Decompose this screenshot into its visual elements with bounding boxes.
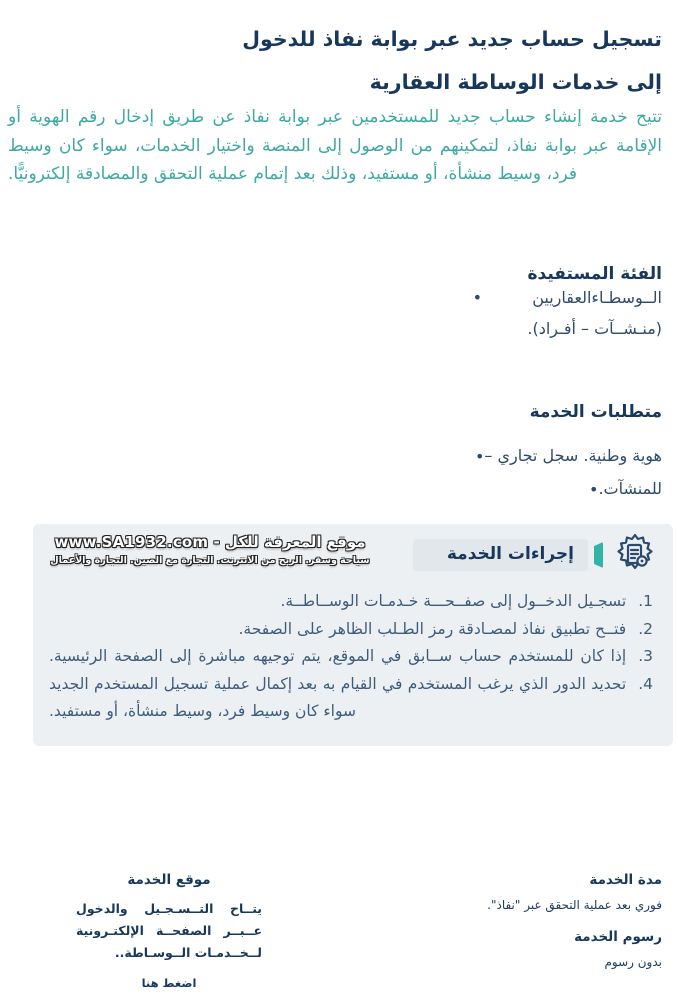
procedure-step — [49, 643, 653, 671]
bullet-icon: • — [474, 447, 485, 466]
procedures-heading: إجراءات الخدمة — [413, 539, 588, 571]
watermark-stamp — [45, 531, 375, 569]
page-title: تسجيل حساب جديد عبر بوابة نفاذ للدخول إلى خدمات الوساطة العقارية — [242, 26, 662, 94]
procedures-panel — [33, 524, 673, 746]
beneficiary-list — [372, 282, 662, 346]
step-text: تسجـيل الدخــول إلى صفــحـــة خـدمـات الوســاطــة. — [280, 592, 627, 610]
procedures-header — [413, 526, 661, 584]
list-item — [332, 474, 662, 505]
duration-text: فوري بعد عملية التحقق عبر "نفاذ". — [487, 898, 662, 912]
requirements-list — [332, 441, 662, 507]
bullet-icon: • — [589, 480, 599, 499]
watermark-line1: موقع المعرفة للكل - www.SA1932.com — [54, 533, 366, 551]
list-item-text: الــوسطـاءالعقاريين (منـشــآت – أفـراد). — [527, 288, 662, 338]
gear-document-icon — [609, 529, 661, 581]
list-item-text: للمنشآت. — [598, 479, 662, 498]
click-here-link[interactable]: اضغط هنا — [141, 976, 197, 990]
service-location-column — [76, 872, 262, 991]
duration-heading: مدة الخدمة — [589, 872, 662, 888]
fees-heading: رسوم الخدمة — [574, 929, 662, 945]
location-heading: موقع الخدمة — [127, 872, 211, 888]
step-text: إذا كان للمستخدم حساب ســابق في الموقع، يتم توجيهه مباشرة إلى الصفحة الرئيسية. — [49, 647, 627, 665]
step-number: 2. — [638, 619, 653, 638]
intro-paragraph: تتيح خدمة إنشاء حساب جديد للمستخدمين عبر بوابة نفاذ عن طريق إدخال رقم الهوية أو الإقامة عبر بوابة نفاذ، لتمكينهم من الوصول إلى المنصة واختيار الخدمات، سواء كان وسيط فرد، وسيط منشأة، أو مستفيد، وذلك بعد إتمام عملية التحقق والمصادقة إلكترونيًّا. — [8, 107, 662, 184]
list-item — [372, 282, 662, 344]
procedure-step — [49, 588, 653, 616]
procedures-steps — [49, 588, 653, 726]
list-item — [332, 441, 662, 472]
step-number: 3. — [638, 647, 653, 665]
step-number: 4. — [638, 674, 653, 693]
bullet-icon: • — [472, 288, 482, 307]
procedure-step — [49, 671, 653, 726]
requirements-heading: متطلبات الخدمة — [529, 402, 662, 423]
step-number: 1. — [638, 592, 653, 610]
step-text: فتــح تطبيق نفاذ لمصـادقة رمز الطـلب الظاهر على الصفحة. — [238, 619, 627, 638]
accent-bar — [594, 542, 603, 568]
fees-text: بدون رسوم — [604, 955, 662, 969]
location-text: يتــاح التــسـجـيل والدخول عــبــر الصفحــة الإلكتـرونية لــخــدمـات الــوسـاطة.. — [76, 901, 262, 960]
step-text: تحديد الدور الذي يرغب المستخدم في القيام به بعد إكمال عملية تسجيل المستخدم الجديد سواء كان وسيط فرد، وسيط منشأة، أو مستفيد. — [49, 674, 627, 720]
duration-fees-column — [422, 872, 662, 986]
procedure-step — [49, 616, 653, 644]
beneficiary-heading: الفئة المستفيدة — [527, 264, 662, 285]
list-item-text: هوية وطنية. سجل تجاري – — [484, 446, 662, 465]
watermark-line2: سياحة وسفر. الربح من الانترنت. التجارة مع الصين. التجارة والأعمال — [50, 555, 370, 566]
